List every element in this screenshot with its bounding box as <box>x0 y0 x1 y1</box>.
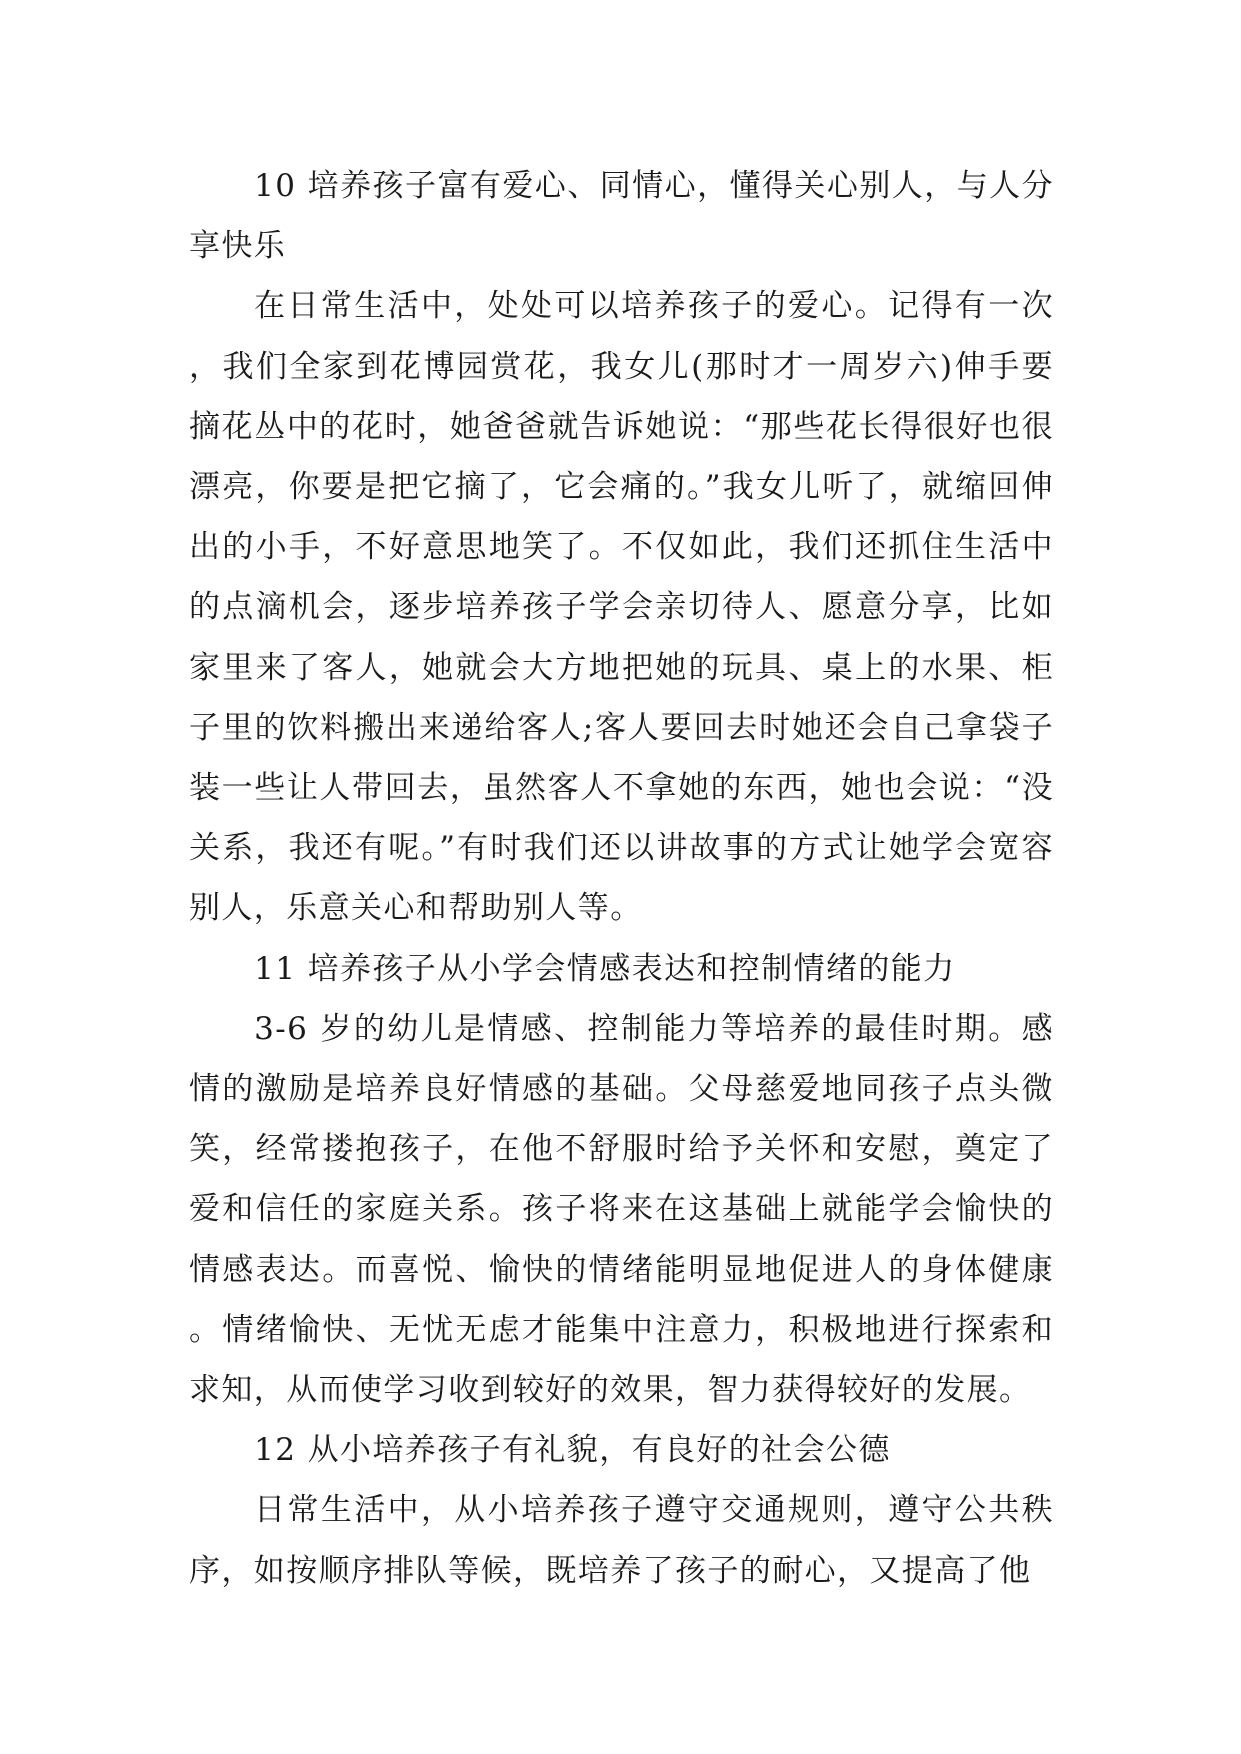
section-heading-12: 12 从小培养孩子有礼貌，有良好的社会公德 <box>254 1432 891 1469</box>
document-body <box>189 156 1054 1601</box>
paragraph-love-and-sharing: 在日常生活中，处处可以培养孩子的爱心。记得有一次，我们全家到花博园赏花，我女儿(那时才一周岁六)伸手要摘花丛中的花时，她爸爸就告诉她说：“那些花长得很好也很漂亮，你要是把它摘了，它会痛的。”我女儿听了，就缩回伸出的小手，不好意思地笑了。不仅如此，我们还抓住生活中的点滴机会，逐步培养孩子学会亲切待人、愿意分享，比如家里来了客人，她就会大方地把她的玩具、桌上的水果、柜子里的饮料搬出来递给客人;客人要回去时她还会自己拿袋子装一些让人带回去，虽然客人不拿她的东西，她也会说：“没关系，我还有呢。”有时我们还以讲故事的方式让她学会宽容别人，乐意关心和帮助别人等。 <box>189 288 1054 927</box>
paragraph-public-manners: 日常生活中，从小培养孩子遵守交通规则，遵守公共秩序，如按顺序排队等候，既培养了孩子的耐心，又提高了他 <box>189 1492 1054 1589</box>
paragraph-emotional-expression: 3-6 岁的幼儿是情感、控制能力等培养的最佳时期。感情的激励是培养良好情感的基础。父母慈爱地同孩子点头微笑，经常搂抱孩子，在他不舒服时给予关怀和安慰，奠定了爱和信任的家庭关系。孩子将来在这基础上就能学会愉快的情感表达。而喜悦、愉快的情绪能明显地促进人的身体健康。情绪愉快、无忧无虑才能集中注意力，积极地进行探索和求知，从而使学习收到较好的效果，智力获得较好的发展。 <box>189 1010 1054 1409</box>
section-heading-10: 10 培养孩子富有爱心、同情心，懂得关心别人，与人分享快乐 <box>189 168 1054 265</box>
section-heading-11: 11 培养孩子从小学会情感表达和控制情绪的能力 <box>254 950 956 987</box>
